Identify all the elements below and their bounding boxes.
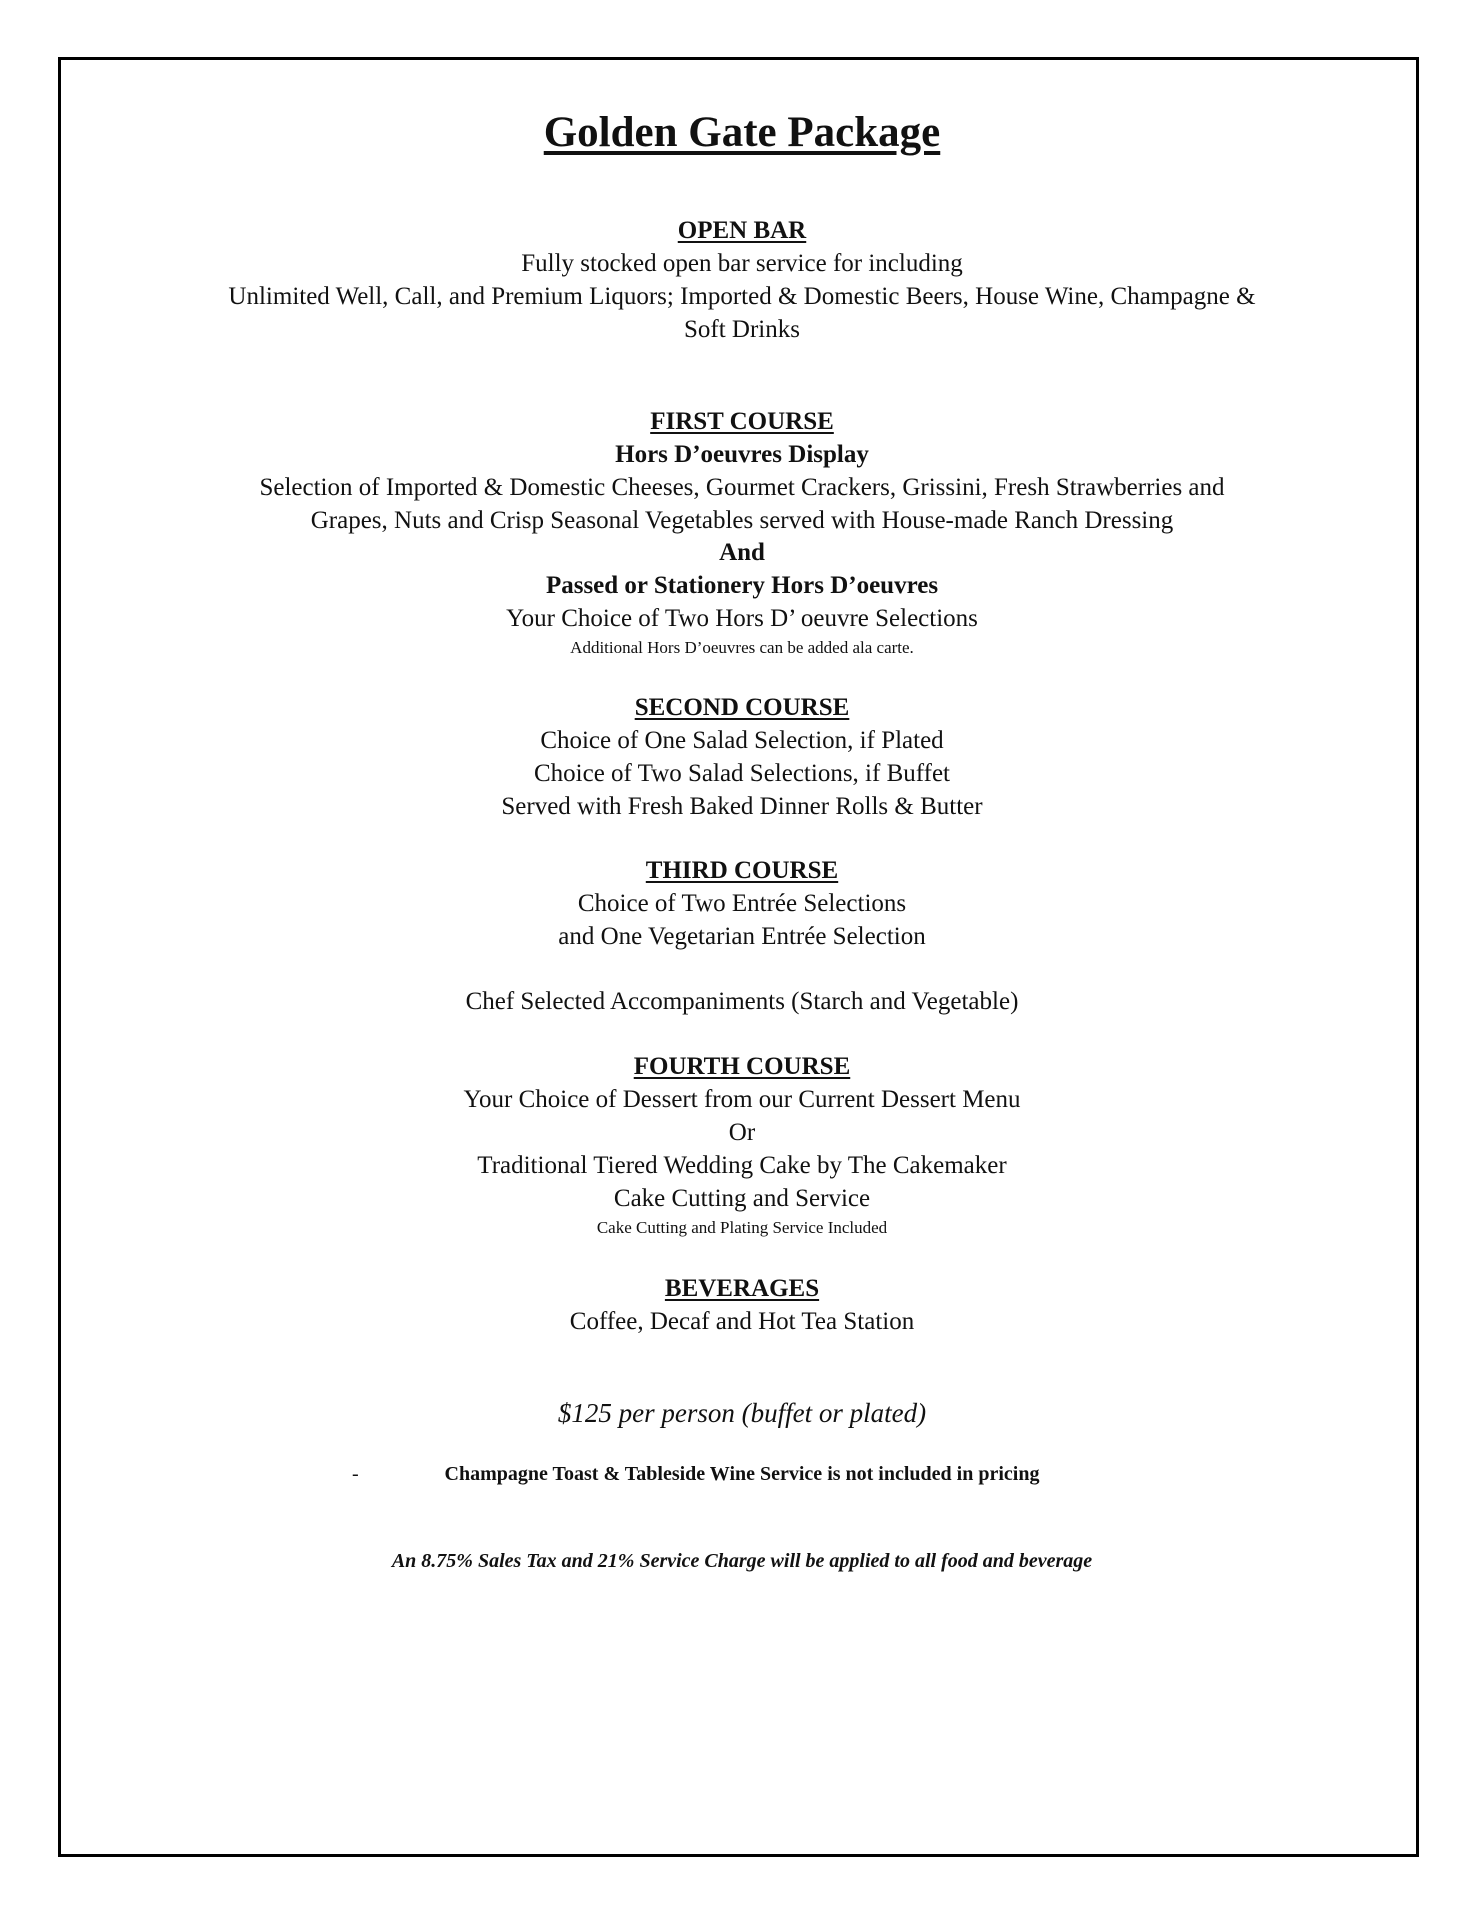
third-course-accompaniments: Chef Selected Accompaniments (Starch and Vegetable) (465, 988, 1019, 1015)
exclusion-bullet: - (352, 1463, 359, 1485)
open-bar-line: Soft Drinks (684, 316, 800, 343)
third-course-line: Choice of Two Entrée Selections (577, 890, 907, 917)
beverages-heading: BEVERAGES (664, 1275, 820, 1302)
second-course-line: Served with Fresh Baked Dinner Rolls & Butter (501, 793, 983, 820)
open-bar-line: Fully stocked open bar service for including (521, 250, 963, 277)
first-course-and: And (719, 539, 765, 566)
first-course-heading: FIRST COURSE (650, 408, 834, 435)
second-course-line: Choice of Two Salad Selections, if Buffet (533, 760, 950, 787)
fourth-course-heading: FOURTH COURSE (633, 1053, 851, 1080)
second-course-line: Choice of One Salad Selection, if Plated (540, 727, 944, 754)
fourth-course-line: Or (728, 1119, 756, 1146)
first-course-note: Additional Hors D’oeuvres can be added ala carte. (570, 638, 914, 657)
exclusion-note: Champagne Toast & Tableside Wine Service is not included in pricing (444, 1463, 1040, 1485)
fourth-course-line: Your Choice of Dessert from our Current Dessert Menu (463, 1086, 1021, 1113)
second-course-heading: SECOND COURSE (634, 694, 850, 721)
third-course-line: and One Vegetarian Entrée Selection (558, 923, 926, 950)
price-per-person: $125 per person (buffet or plated) (557, 1398, 927, 1428)
hors-doeuvres-display-heading: Hors D’oeuvres Display (615, 441, 869, 468)
first-course-line: Selection of Imported & Domestic Cheeses, Gourmet Crackers, Grissini, Fresh Strawberries and (259, 474, 1225, 501)
open-bar-line: Unlimited Well, Call, and Premium Liquors; Imported & Domestic Beers, House Wine, Champagne & (228, 283, 1256, 310)
beverages-line: Coffee, Decaf and Hot Tea Station (569, 1308, 915, 1335)
fourth-course-line: Cake Cutting and Service (613, 1185, 871, 1212)
fourth-course-line: Traditional Tiered Wedding Cake by The Cakemaker (477, 1152, 1007, 1179)
first-course-choice: Your Choice of Two Hors D’ oeuvre Selections (506, 605, 978, 632)
tax-service-note: An 8.75% Sales Tax and 21% Service Charge will be applied to all food and beverage (391, 1550, 1093, 1572)
page-title: Golden Gate Package (543, 109, 941, 156)
fourth-course-note: Cake Cutting and Plating Service Included (596, 1218, 888, 1237)
passed-hors-doeuvres-heading: Passed or Stationery Hors D’oeuvres (545, 572, 939, 599)
third-course-heading: THIRD COURSE (645, 857, 839, 884)
first-course-line: Grapes, Nuts and Crisp Seasonal Vegetables served with House-made Ranch Dressing (310, 507, 1174, 534)
open-bar-heading: OPEN BAR (677, 217, 807, 244)
